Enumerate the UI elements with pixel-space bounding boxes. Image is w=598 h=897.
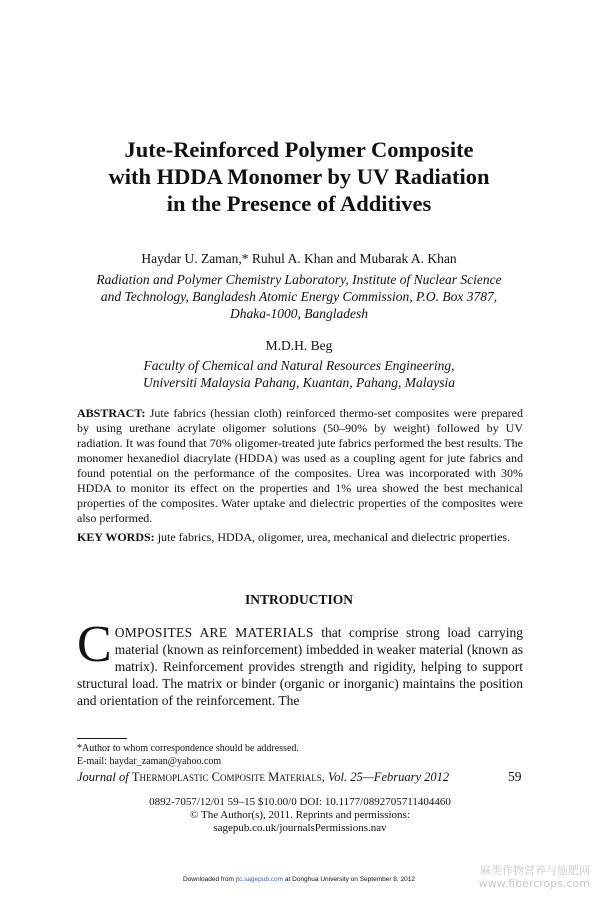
affiliation-2-line-1: Faculty of Chemical and Natural Resources Engineering, — [143, 358, 455, 373]
introduction-paragraph — [77, 616, 523, 709]
paper-title — [40, 136, 558, 217]
imprint — [100, 796, 500, 835]
title-line-1: Jute-Reinforced Polymer Composite — [124, 137, 474, 162]
authors-secondary: M.D.H. Beg — [265, 338, 333, 353]
download-prefix: Downloaded from — [182, 876, 234, 883]
download-link[interactable]: jtc.sagepub.com — [235, 876, 284, 883]
affiliation-1-line-3: Dhaka-1000, Bangladesh — [230, 306, 368, 321]
authors-primary: Haydar U. Zaman,* Ruhul A. Khan and Mubarak A. Khan — [141, 251, 457, 266]
watermark — [479, 864, 590, 890]
abstract — [77, 406, 523, 526]
imprint-line-1: 0892-7057/12/01 59–15 $10.00/0 DOI: 10.1177/0892705711404460 — [149, 796, 451, 808]
journal-volume: Vol. 25—February 2012 — [327, 770, 450, 784]
journal-prefix: Journal of — [77, 770, 129, 784]
watermark-line-1: 麻类作物营养与施肥网 — [480, 864, 590, 877]
download-suffix: at Donghua University on September 8, 2012 — [284, 876, 415, 883]
page-number: 59 — [508, 769, 522, 784]
title-line-3: in the Presence of Additives — [166, 191, 432, 216]
affiliation-secondary — [40, 357, 558, 391]
imprint-line-2: © The Author(s), 2011. Reprints and permissions: — [190, 809, 410, 821]
footnotes — [77, 742, 299, 768]
imprint-line-3: sagepub.co.uk/journalsPermissions.nav — [213, 822, 387, 834]
intro-text: that comprise strong load carrying material (known as reinforcement) imbedded in weaker material (known as matrix). Reinforcement provides strength and rigidity, helping to support structural load. The matrix or binder (organic or inorganic) maintains the position and orientation of the reinforcement. The — [77, 625, 523, 708]
keywords-text: jute fabrics, HDDA, oligomer, urea, mechanical and dielectric properties. — [157, 530, 511, 544]
abstract-label: ABSTRACT: — [77, 406, 146, 420]
affiliation-1-line-1: Radiation and Polymer Chemistry Laboratory, Institute of Nuclear Science — [96, 272, 502, 287]
affiliation-primary — [40, 271, 558, 322]
title-line-2: with HDDA Monomer by UV Radiation — [108, 164, 490, 189]
affiliation-1-line-2: and Technology, Bangladesh Atomic Energy Commission, P.O. Box 3787, — [100, 289, 498, 304]
drop-cap: C — [77, 616, 112, 673]
journal-citation — [77, 770, 449, 785]
watermark-line-2: www.fibercrops.com — [478, 877, 590, 890]
keywords — [77, 530, 523, 545]
footnote-rule — [77, 738, 127, 739]
section-heading-introduction: INTRODUCTION — [244, 592, 353, 607]
abstract-text: Jute fabrics (hessian cloth) reinforced thermo-set composites were prepared by using urethane acrylate oligomer solutions (50–90% by weight) followed by UV radiation. It was found that 70% oligomer-treated jute fabrics performed the best results. The monomer hexanediol diacrylate (HDDA) was used as a coupling agent for jute fabrics and found potential on the performance of the composites. Urea was incorporated with 30% HDDA to monitor its effect on the properties and 1% urea showed the best mechanical properties of the composites. Water uptake and dielectric properties of the composites were also performed. — [77, 406, 524, 525]
keywords-label: KEY WORDS: — [77, 530, 155, 544]
journal-name: Thermoplastic Composite Materials, — [131, 770, 325, 784]
affiliation-2-line-2: Universiti Malaysia Pahang, Kuantan, Pahang, Malaysia — [143, 375, 455, 390]
intro-smallcaps: OMPOSITES ARE MATERIALS — [114, 625, 314, 640]
footnote-corresponding: *Author to whom correspondence should be addressed. — [77, 743, 299, 754]
footnote-email: E-mail: haydar_zaman@yahoo.com — [77, 756, 222, 767]
